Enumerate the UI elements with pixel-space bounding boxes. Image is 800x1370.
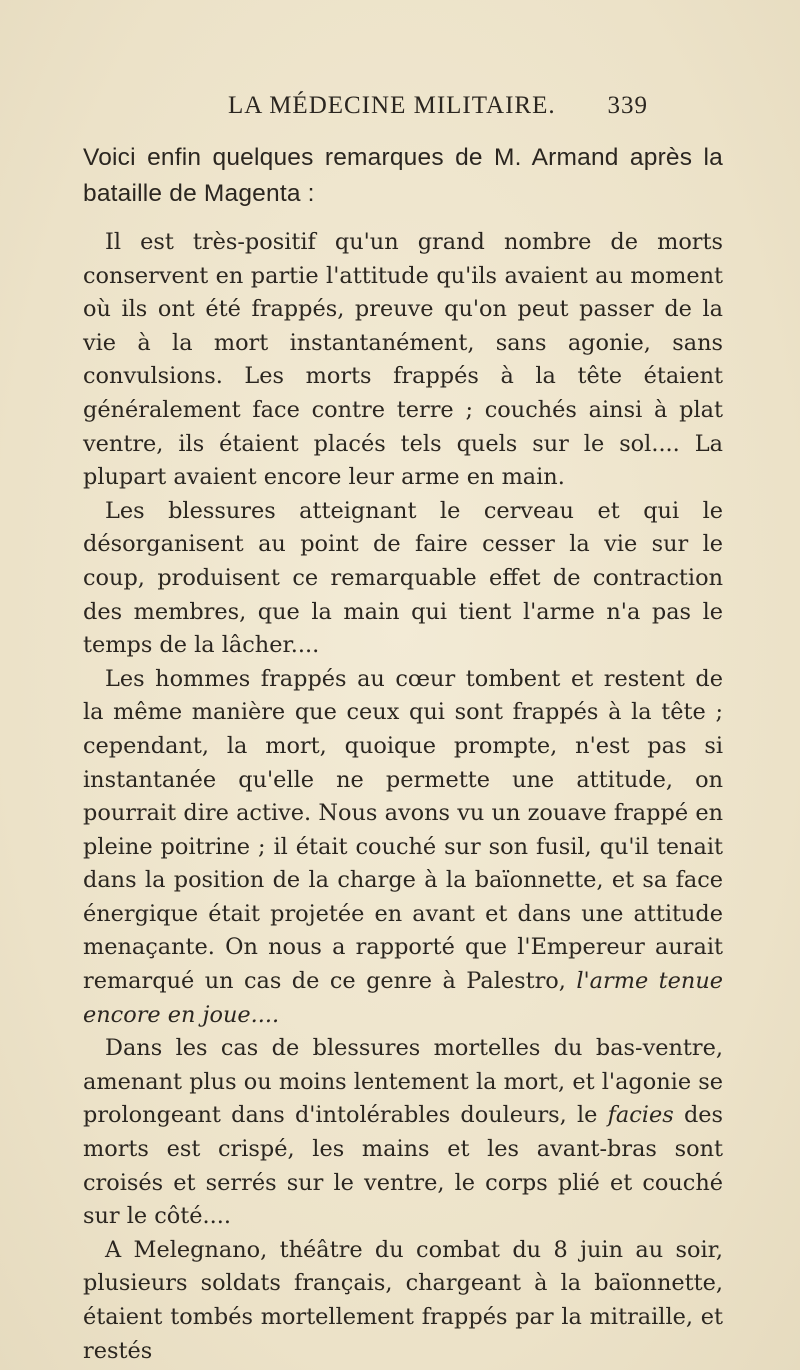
quote-paragraph-3-italic: l'arme tenue encore en joue.... — [83, 968, 723, 1028]
quote-paragraph-4-text-start: Dans les cas de blessures mortelles du bas-ventre, amenant plus ou moins lentement la mort, et l'agonie se prolongeant dans d'intolérables douleurs, le — [83, 1035, 723, 1129]
intro-paragraph: Voici enfin quelques remarques de M. Armand après la bataille de Magenta : — [83, 144, 723, 207]
quote-paragraph-4 — [83, 1032, 723, 1234]
running-title: LA MÉDECINE MILITAIRE. — [228, 92, 556, 119]
page-number: 339 — [607, 92, 648, 119]
running-head — [228, 92, 648, 128]
quote-paragraph-5: A Melegnano, théâtre du combat du 8 juin au soir, plusieurs soldats français, chargeant à la baïonnette, étaient tombés mortellement frappés par la mitraille, et restés — [83, 1236, 723, 1364]
quote-paragraph-4-text-end: des morts est crispé, les mains et les avant-bras sont croisés et serrés sur le ventre, le corps plié et couché sur le côté.... — [83, 1102, 724, 1230]
quote-paragraph-1: Il est très-positif qu'un grand nombre de morts conservent en partie l'attitude qu'ils avaient au moment où ils ont été frappés, preuve qu'on peut passer de la vie à la mort instantanément, sans agonie, sans convulsions. Les morts frappés à la tête étaient généralement face contre terre ; couchés ainsi à plat ventre, ils étaient placés tels quels sur le sol.... La plupart avaient encore leur arme en main. — [83, 229, 723, 491]
body-text — [83, 140, 723, 1368]
quote-paragraph-2: Les blessures atteignant le cerveau et qui le désorganisent au point de faire cesser la vie sur le coup, produisent ce remarquable effet de contraction des membres, que la main qui tient l'arme n'a pas le temps de la lâcher.... — [83, 497, 723, 659]
quote-paragraph-3 — [83, 663, 723, 1033]
quote-paragraph-4-italic: facies — [607, 1102, 674, 1129]
quote-paragraph-3-text: Les hommes frappés au cœur tombent et restent de la même manière que ceux qui sont frappés à la tête ; cependant, la mort, quoique prompte, n'est pas si instantanée qu'elle ne permette une attitude, on pourrait dire active. Nous avons vu un zouave frappé en pleine poitrine ; il était couché sur son fusil, qu'il tenait dans la position de la charge à la baïonnette, et sa face énergique était projetée en avant et dans une attitude menaçante. On nous a rapporté que l'Empereur aurait remarqué un cas de ce genre à Palestro, — [83, 665, 723, 995]
